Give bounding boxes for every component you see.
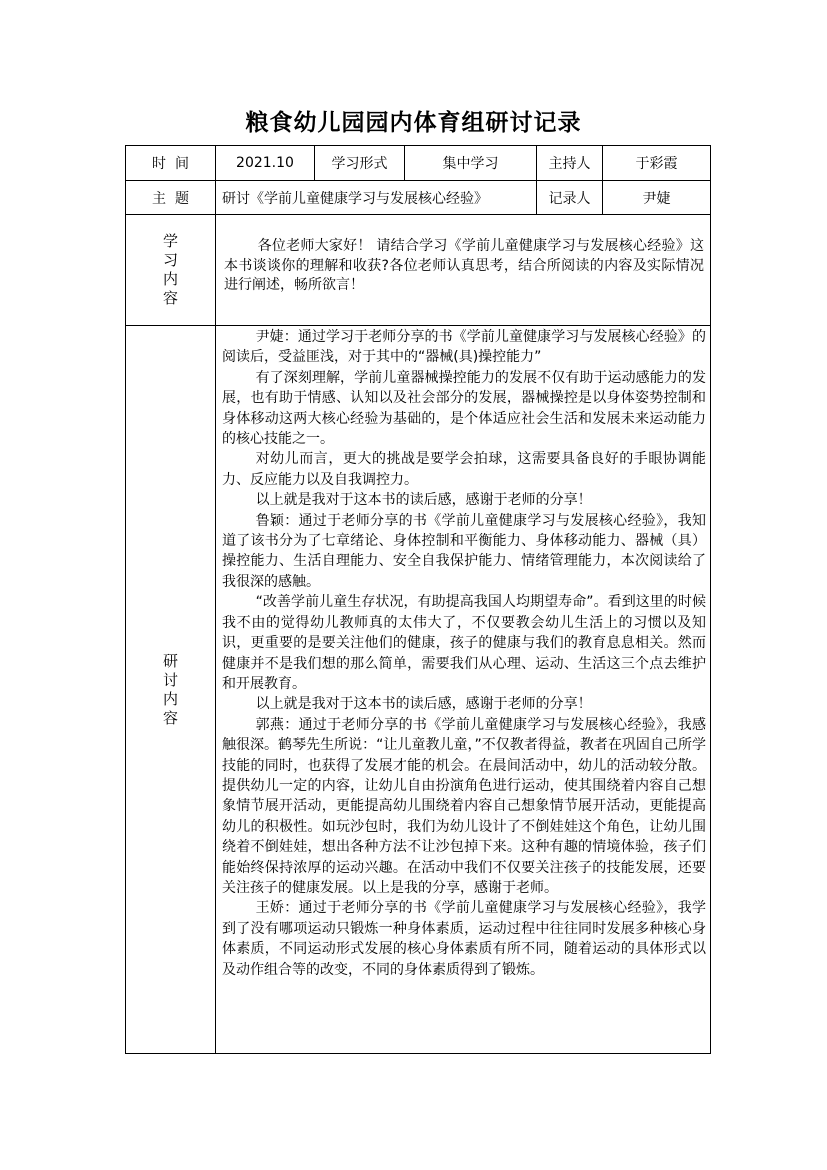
time-row bbox=[126, 146, 711, 181]
discussion-paragraph: 尹婕：通过学习于老师分享的书《学前儿童健康学习与发展核心经验》的阅读后，受益匪浅，对于其中的“器械(具)操控能力” bbox=[222, 329, 706, 366]
time-label: 时 间 bbox=[126, 146, 216, 181]
recorder-value: 尹婕 bbox=[603, 181, 711, 215]
discussion-label-char: 容 bbox=[162, 708, 178, 727]
host-label: 主持人 bbox=[537, 146, 603, 181]
study-label bbox=[126, 215, 216, 326]
recorder-label: 记录人 bbox=[537, 181, 603, 215]
form-label: 学习形式 bbox=[315, 146, 405, 181]
discussion-paragraph: “改善学前儿童生存状况，有助提高我国人均期望寿命”。看到这里的时候我不由的觉得幼儿教师真的太伟大了，不仅要教会幼儿生活上的习惯以及知识，更重要的是要关注他们的健康，孩子的健康与我们的教育息息相关。然而健康并不是我们想的那么简单，需要我们从心理、运动、生活这三个点去维护和开展教育。 bbox=[222, 594, 706, 692]
topic-row bbox=[126, 181, 711, 215]
record-table bbox=[125, 145, 711, 1054]
discussion-label-char: 内 bbox=[162, 689, 178, 708]
discussion-paragraph: 有了深刻理解，学前儿童器械操控能力的发展不仅有助于运动感能力的发展，也有助于情感、认知以及社会部分的发展，器械操控是以身体姿势控制和身体移动这两大核心经验为基础的，是个体适应社会生活和发展未来运动能力的核心技能之一。 bbox=[222, 369, 706, 448]
document-title: 粮食幼儿园园内体育组研讨记录 bbox=[245, 110, 582, 136]
study-label-char: 学 bbox=[162, 232, 178, 250]
discussion-label-char: 研 bbox=[162, 651, 178, 670]
time-value: 2021.10 bbox=[216, 146, 315, 181]
discussion-paragraph: 以上就是我对于这本书的读后感，感谢于老师的分享！ bbox=[255, 492, 592, 509]
discussion-label-char: 讨 bbox=[162, 670, 178, 689]
study-label-char: 容 bbox=[162, 289, 178, 307]
form-value: 集中学习 bbox=[405, 146, 537, 181]
discussion-row bbox=[126, 326, 711, 1054]
discussion-paragraph: 郭燕：通过于老师分享的书《学前儿童健康学习与发展核心经验》，我感触很深。鹤琴先生所说：“让儿童教儿童，”不仅教者得益，教者在巩固自己所学技能的同时，也获得了发展才能的机会。在晨间活动中，幼儿的活动较分散。提供幼儿一定的内容，让幼儿自由扮演角色进行运动，使其围绕着内容自己想象情节展开活动，更能提高幼儿围绕着内容自己想象情节展开活动，更能提高幼儿的积极性。如玩沙包时，我们为幼儿设计了不倒娃娃这个角色，让幼儿围绕着不倒娃娃，想出各种方法不让沙包掉下来。这种有趣的情境体验，孩子们能始终保持浓厚的运动兴趣。在活动中我们不仅要关注孩子的技能发展，还要关注孩子的健康发展。以上是我的分享，感谢于老师。 bbox=[222, 716, 706, 896]
discussion-paragraph: 鲁颖：通过于老师分享的书《学前儿童健康学习与发展核心经验》，我知道了该书分为了七章绪论、身体控制和平衡能力、身体移动能力、器械（具）操控能力、生活自理能力、安全自我保护能力、情绪管理能力，本次阅读给了我很深的感触。 bbox=[222, 512, 706, 590]
discussion-label bbox=[126, 326, 216, 1054]
study-text: 各位老师大家好！ 请结合学习《学前儿童健康学习与发展核心经验》这本书谈谈你的理解和收获?各位老师认真思考，结合所阅读的内容及实际情况进行阐述，畅所欲言！ bbox=[224, 238, 704, 293]
study-label-char: 习 bbox=[162, 251, 178, 269]
discussion-paragraph: 对幼儿而言，更大的挑战是要学会拍球，这需要具备良好的手眼协调能力、反应能力以及自我调控力。 bbox=[222, 451, 706, 488]
discussion-paragraph: 以上就是我对于这本书的读后感，感谢于老师的分享！ bbox=[255, 696, 592, 713]
host-value: 于彩霞 bbox=[603, 146, 711, 181]
topic-value: 研讨《学前儿童健康学习与发展核心经验》 bbox=[216, 181, 537, 215]
study-label-char: 内 bbox=[162, 270, 178, 288]
discussion-content bbox=[216, 326, 711, 1054]
study-row bbox=[126, 215, 711, 326]
topic-label: 主 题 bbox=[126, 181, 216, 215]
study-content bbox=[216, 215, 711, 326]
discussion-paragraph: 王娇：通过于老师分享的书《学前儿童健康学习与发展核心经验》，我学到了没有哪项运动只锻炼一种身体素质，运动过程中往往同时发展多种核心身体素质，不同运动形式发展的核心身体素质有所不同，随着运动的具体形式以及动作组合等的改变，不同的身体素质得到了锻炼。 bbox=[222, 900, 706, 978]
